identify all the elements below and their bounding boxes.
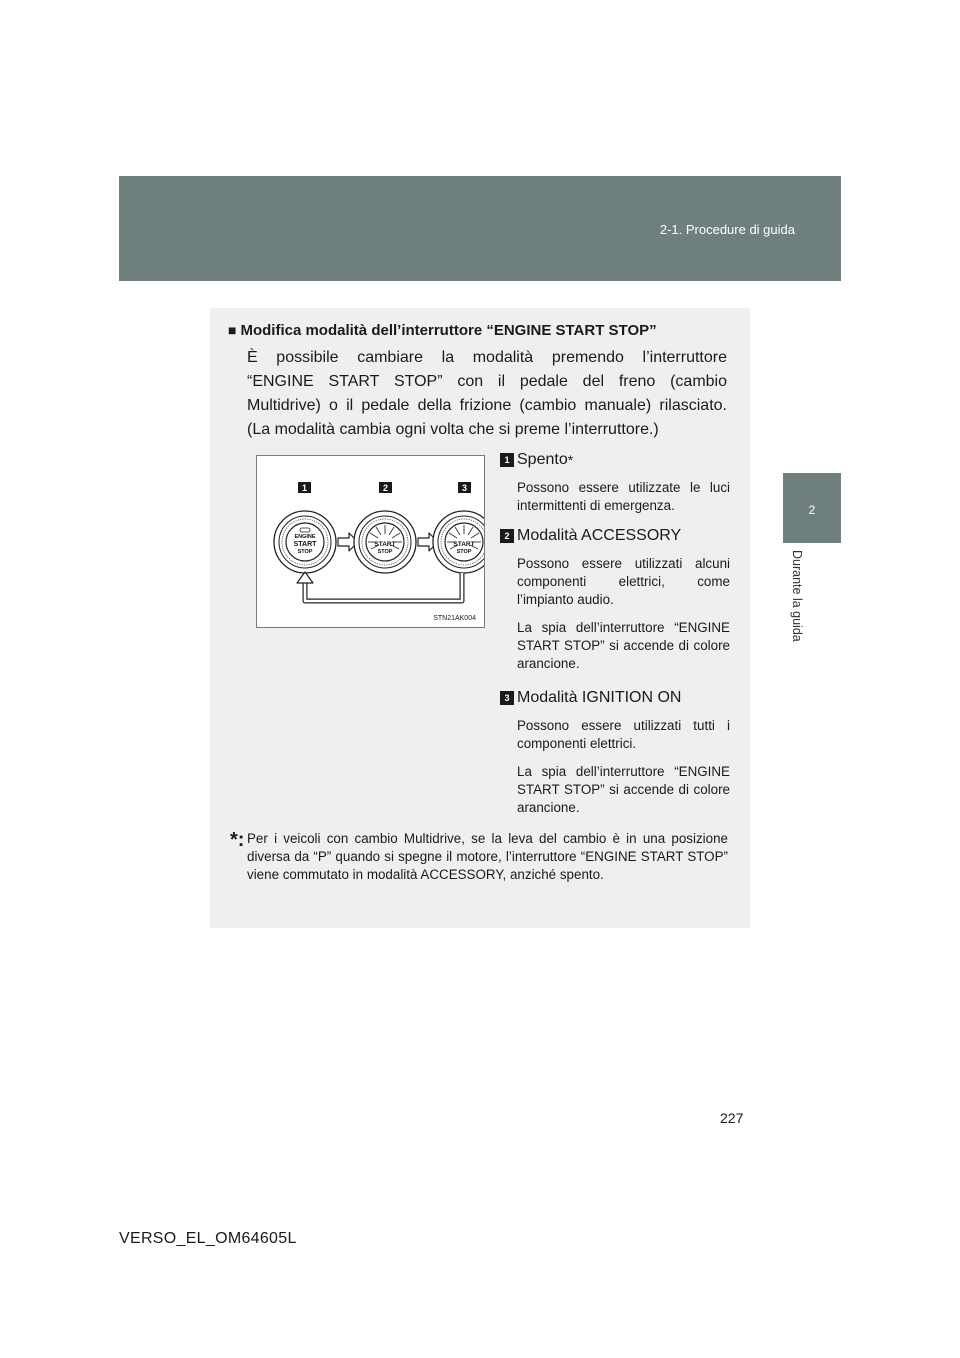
intro-last-line: (La modalità cambia ogni volta che si preme l’interruttore.) — [247, 421, 659, 438]
mode-item-accessory — [500, 527, 730, 673]
chapter-tab — [783, 473, 841, 543]
mode-description: Possono essere utilizzati tutti i componenti elettrici. — [517, 718, 730, 751]
mode-title: 1 Spento * — [500, 451, 730, 469]
mode-item-ignition — [500, 689, 730, 817]
mode-item-off — [500, 451, 730, 515]
intro-line: “ENGINE START STOP” con il pedale del freno (cambio — [247, 373, 727, 390]
figure-label-2 — [379, 482, 392, 493]
mode-title-text: Modalità ACCESSORY — [517, 527, 682, 544]
number-badge: 2 — [500, 529, 514, 543]
footnote — [230, 830, 728, 884]
mode-description: La spia dell’interruttore “ENGINE START STOP” si accende di colore arancione. — [517, 620, 730, 671]
svg-text:START: START — [453, 541, 475, 548]
intro-line: Multidrive) o il pedale della frizione (cambio manuale) rilasciato. — [247, 397, 727, 414]
figure-label-1 — [298, 482, 311, 493]
svg-text:START: START — [374, 541, 396, 548]
mode-title-text: Modalità IGNITION ON — [517, 689, 682, 706]
chapter-label: Durante la guida — [790, 550, 804, 642]
svg-text:3: 3 — [461, 483, 468, 493]
mode-title — [500, 689, 730, 707]
svg-text:START: START — [293, 541, 317, 548]
intro-paragraph — [247, 346, 727, 418]
switch-off-icon — [274, 511, 336, 573]
svg-text:ENGINE: ENGINE — [294, 534, 316, 540]
intro-line: È possibile cambiare la modalità premendo l’interruttore — [247, 349, 727, 366]
engine-switch-diagram — [257, 456, 484, 627]
page-number: 227 — [720, 1110, 744, 1126]
mode-description: Possono essere utilizzate le luci intermittenti di emergenza. — [517, 480, 730, 513]
footnote-mark: *: — [230, 829, 245, 851]
content-box — [210, 308, 750, 928]
header-section-title: 2-1. Procedure di guida — [659, 222, 795, 237]
heading-marker: ■ — [228, 322, 237, 338]
svg-text:2: 2 — [382, 483, 389, 493]
svg-text:STOP: STOP — [297, 549, 313, 555]
mode-description: Possono essere utilizzati alcuni componenti elettrici, come l’impianto audio. — [517, 556, 730, 607]
return-arrow-icon — [297, 572, 462, 601]
engine-switch-figure — [256, 455, 485, 628]
number-badge: 3 — [500, 691, 514, 705]
heading-text: Modifica modalità dell’interruttore “ENGINE START STOP” — [240, 322, 657, 339]
svg-text:STOP: STOP — [377, 549, 393, 555]
header-band — [119, 176, 841, 281]
mode-description: La spia dell’interruttore “ENGINE START STOP” si accende di colore arancione. — [517, 764, 730, 815]
switch-accessory-icon — [354, 511, 416, 573]
footnote-text: Per i veicoli con cambio Multidrive, se la leva del cambio è in una posizione diversa da “P” quando si spegne il motore, l’interruttore “ENGINE START STOP” viene commutato in modalità ACCESSORY, anziché spento. — [247, 831, 728, 882]
svg-text:STOP: STOP — [456, 549, 472, 555]
svg-text:1: 1 — [301, 483, 308, 493]
section-heading — [228, 322, 748, 339]
switch-ignition-icon — [433, 511, 484, 573]
document-code: VERSO_EL_OM64605L — [119, 1230, 297, 1247]
chapter-number: 2 — [808, 503, 816, 517]
mode-title — [500, 527, 730, 545]
figure-label-3 — [458, 482, 471, 493]
figure-code: STN21AK004 — [433, 615, 476, 622]
number-badge: 1 — [500, 453, 514, 467]
mode-title-text: Spento — [517, 451, 568, 468]
